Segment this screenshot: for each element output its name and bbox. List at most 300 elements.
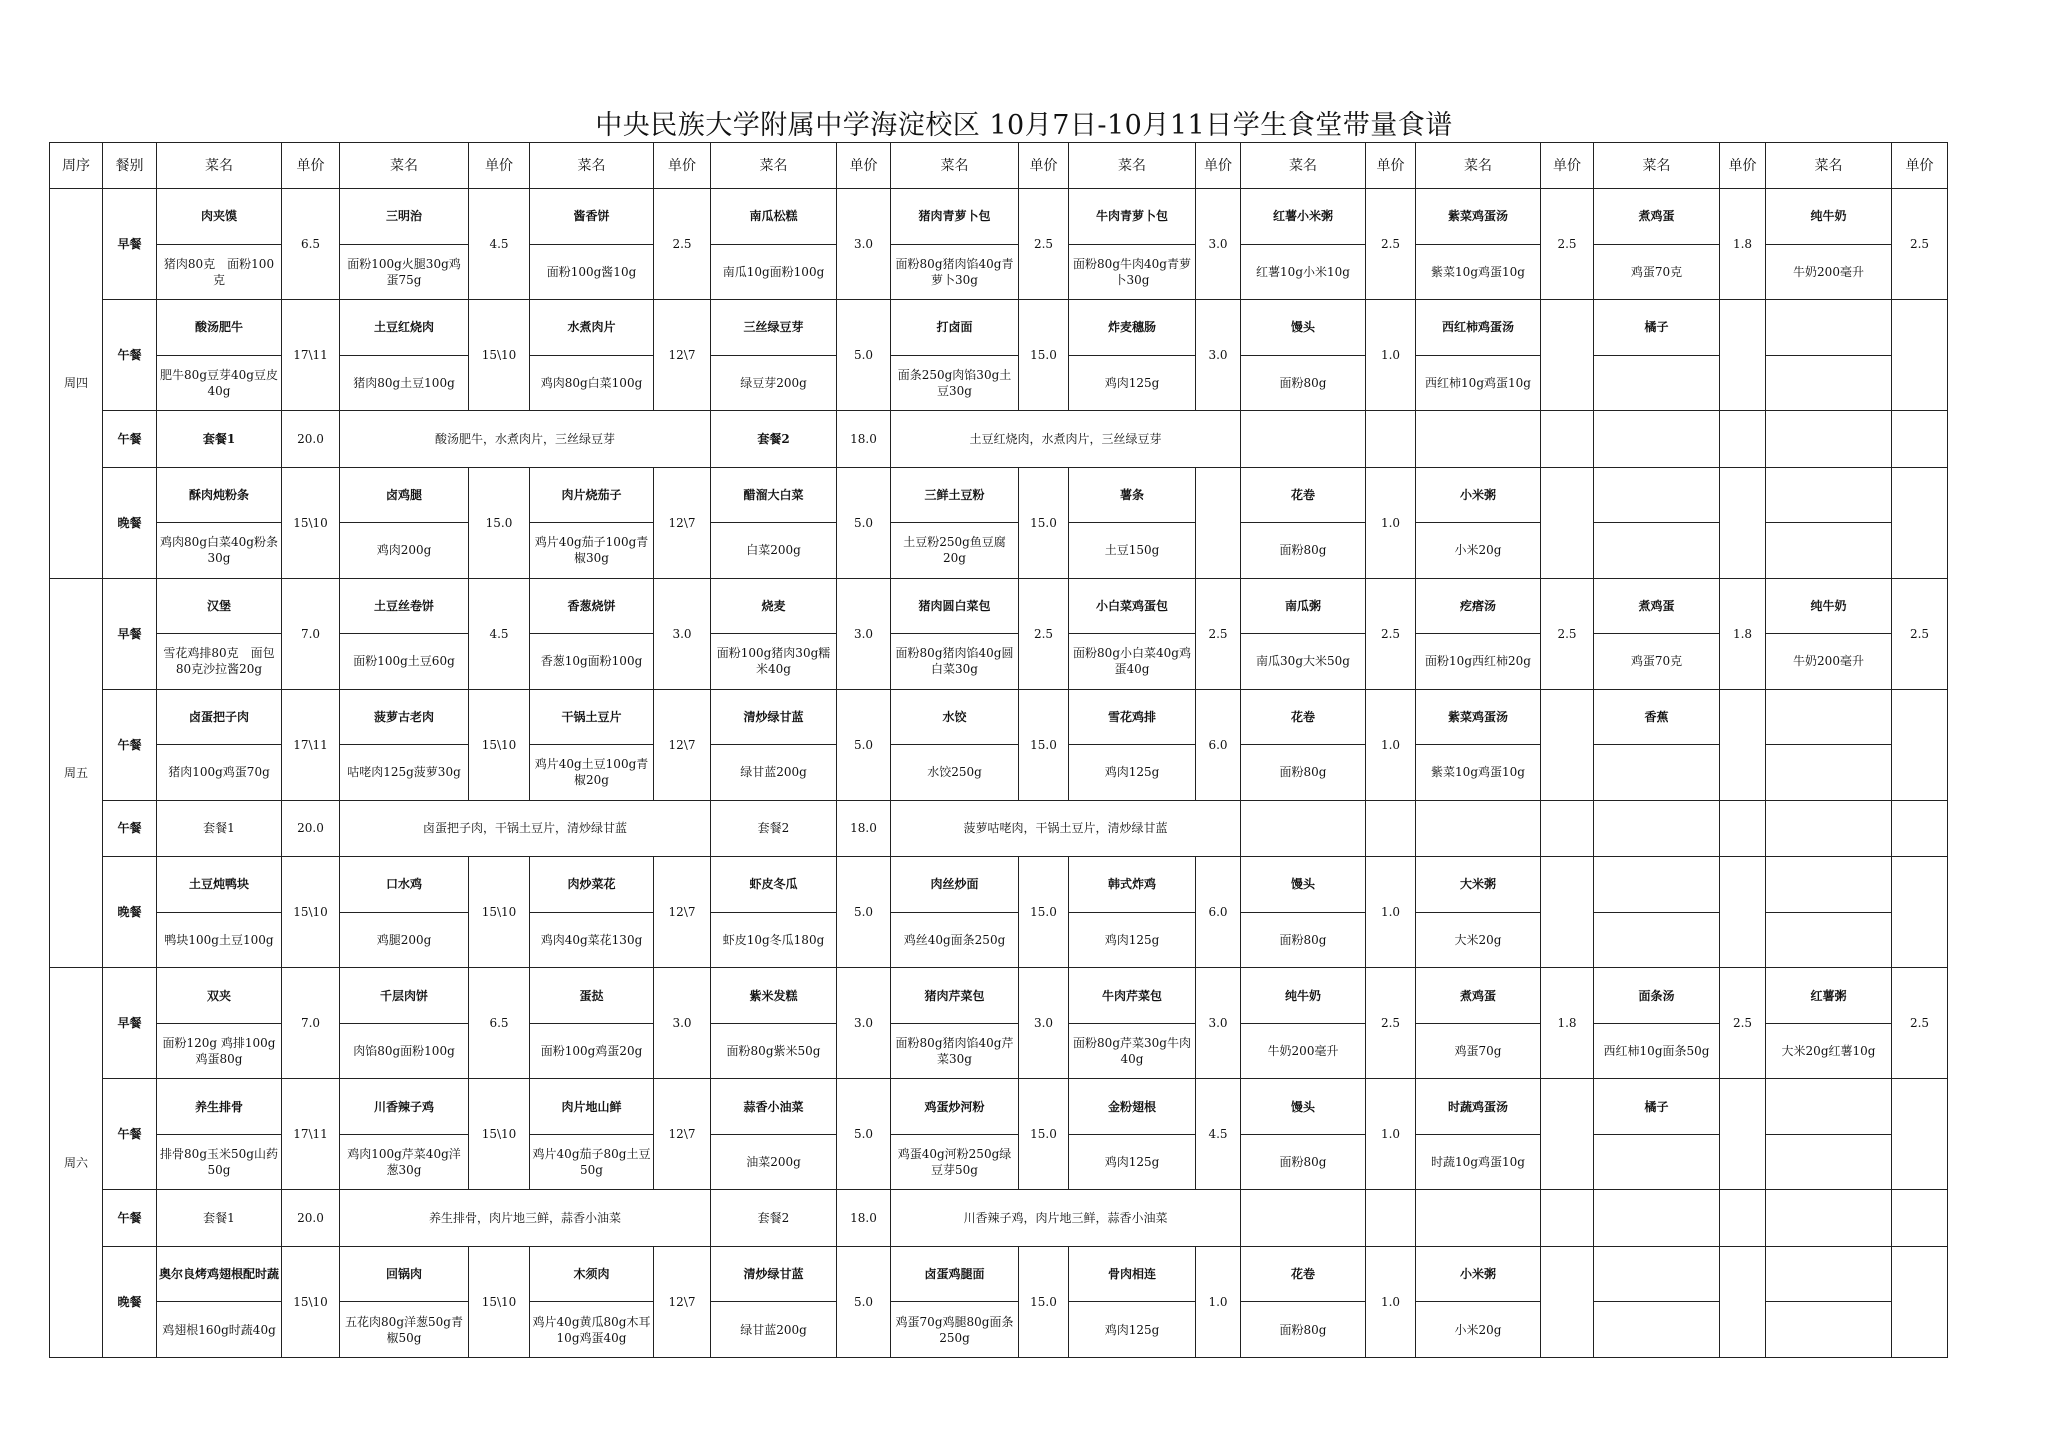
dish-name: 雪花鸡排 (1069, 689, 1196, 745)
dish-price: 17\11 (282, 300, 340, 411)
empty-cell (1416, 800, 1541, 857)
set-meal-row (50, 800, 1948, 857)
dish-ingredients: 紫菜10g鸡蛋10g (1416, 244, 1541, 300)
dish-price: 4.5 (469, 189, 530, 300)
dish-ingredients: 猪肉80克 面粉100克 (157, 244, 282, 300)
dish-ingredients: 鸡肉125g (1069, 745, 1196, 801)
document-title: 中央民族大学附属中学海淀校区 10月7日-10月11日学生食堂带量食谱 (595, 110, 1453, 141)
column-header: 单价 (282, 143, 340, 189)
dish-price: 15\10 (282, 1246, 340, 1357)
dish-ingredients (1766, 523, 1892, 579)
dish-ingredients: 牛奶200毫升 (1241, 1023, 1366, 1079)
dish-name (1594, 857, 1720, 913)
empty-cell (1541, 411, 1594, 468)
dish-ingredients (1594, 355, 1720, 411)
dish-price (1720, 467, 1766, 578)
dish-name: 红薯粥 (1766, 968, 1892, 1024)
dish-name: 肉夹馍 (157, 189, 282, 245)
set-meal-1-name: 套餐1 (157, 800, 282, 857)
dish-price (1541, 300, 1594, 411)
dish-price: 15\10 (469, 689, 530, 800)
dish-price: 15\10 (282, 467, 340, 578)
dish-name: 回锅肉 (340, 1246, 469, 1302)
dish-price: 15.0 (469, 467, 530, 578)
dish-name: 牛肉青萝卜包 (1069, 189, 1196, 245)
dish-ingredients: 面条250g肉馅30g土豆30g (891, 355, 1019, 411)
empty-cell (1766, 800, 1892, 857)
dish-name: 三鲜土豆粉 (891, 467, 1019, 523)
dish-price: 3.0 (837, 578, 891, 689)
dish-price: 5.0 (837, 300, 891, 411)
dish-name: 煮鸡蛋 (1416, 968, 1541, 1024)
dish-ingredients: 鸡肉125g (1069, 1302, 1196, 1358)
dish-ingredients: 鸡蛋40g河粉250g绿豆芽50g (891, 1134, 1019, 1190)
dish-price: 2.5 (1196, 578, 1241, 689)
dish-ingredients: 猪肉80g土豆100g (340, 355, 469, 411)
dish-name: 纯牛奶 (1241, 968, 1366, 1024)
menu-body (50, 189, 1948, 1358)
dish-ingredients (1766, 912, 1892, 968)
dish-price (1892, 467, 1948, 578)
dish-price: 2.5 (654, 189, 711, 300)
column-header: 菜名 (1241, 143, 1366, 189)
dish-name: 蒜香小油菜 (711, 1079, 837, 1135)
set-meal-1-price: 20.0 (282, 411, 340, 468)
dish-name: 纯牛奶 (1766, 578, 1892, 634)
dish-price: 6.5 (469, 968, 530, 1079)
dish-price (1892, 1079, 1948, 1190)
dish-name: 煮鸡蛋 (1594, 189, 1720, 245)
dish-price (1541, 857, 1594, 968)
dish-price: 5.0 (837, 1079, 891, 1190)
dish-ingredients: 白菜200g (711, 523, 837, 579)
empty-cell (1720, 800, 1766, 857)
dish-price: 2.5 (1892, 578, 1948, 689)
dish-ingredients (1766, 1302, 1892, 1358)
dish-ingredients: 面粉80g (1241, 355, 1366, 411)
dish-ingredients: 面粉100g火腿30g鸡蛋75g (340, 244, 469, 300)
dish-name: 酸汤肥牛 (157, 300, 282, 356)
dish-ingredients: 鸡片40g土豆100g青椒20g (530, 745, 654, 801)
dish-ingredients: 面粉80g芹菜30g牛肉40g (1069, 1023, 1196, 1079)
dish-price: 2.5 (1366, 578, 1416, 689)
dish-name (1766, 857, 1892, 913)
dish-name: 小米粥 (1416, 1246, 1541, 1302)
dish-ingredients: 面粉80g (1241, 1302, 1366, 1358)
set-meal-2-price: 18.0 (837, 800, 891, 857)
dish-name (1766, 1079, 1892, 1135)
dish-ingredients: 面粉80g猪肉馅40g青萝卜30g (891, 244, 1019, 300)
column-header: 菜名 (1594, 143, 1720, 189)
dish-price: 15.0 (1019, 857, 1069, 968)
dish-price (1196, 467, 1241, 578)
dish-price: 15.0 (1019, 689, 1069, 800)
meal-type-cell: 午餐 (103, 411, 157, 468)
dish-row (50, 578, 1948, 634)
dish-ingredients: 南瓜30g大米50g (1241, 634, 1366, 690)
dish-price: 2.5 (1720, 968, 1766, 1079)
dish-ingredients: 咕咾肉125g菠萝30g (340, 745, 469, 801)
dish-price (1720, 1246, 1766, 1357)
dish-price: 15.0 (1019, 467, 1069, 578)
weekday-cell: 周六 (50, 968, 103, 1358)
empty-cell (1594, 411, 1720, 468)
column-header: 菜名 (530, 143, 654, 189)
weekday-cell: 周五 (50, 578, 103, 968)
dish-name: 紫菜鸡蛋汤 (1416, 189, 1541, 245)
dish-row (50, 300, 1948, 356)
dish-name: 烧麦 (711, 578, 837, 634)
dish-price: 12\7 (654, 1079, 711, 1190)
set-meal-1-price: 20.0 (282, 1190, 340, 1247)
dish-name: 面条汤 (1594, 968, 1720, 1024)
dish-ingredients: 面粉80g (1241, 1134, 1366, 1190)
dish-ingredients: 鸡肉40g菜花130g (530, 912, 654, 968)
dish-price: 3.0 (837, 968, 891, 1079)
dish-price: 15\10 (469, 857, 530, 968)
dish-price: 12\7 (654, 300, 711, 411)
dish-price (1892, 300, 1948, 411)
empty-cell (1366, 800, 1416, 857)
column-header: 菜名 (1416, 143, 1541, 189)
dish-price: 2.5 (1366, 189, 1416, 300)
meal-type-cell: 午餐 (103, 1079, 157, 1190)
dish-name: 大米粥 (1416, 857, 1541, 913)
menu-table (49, 142, 1948, 1358)
set-meal-1-description: 养生排骨，肉片地三鲜，蒜香小油菜 (340, 1190, 711, 1247)
dish-name: 三明治 (340, 189, 469, 245)
empty-cell (1366, 411, 1416, 468)
dish-ingredients (1766, 1134, 1892, 1190)
dish-name: 南瓜松糕 (711, 189, 837, 245)
dish-price: 15\10 (469, 1079, 530, 1190)
dish-name: 三丝绿豆芽 (711, 300, 837, 356)
dish-name: 木须肉 (530, 1246, 654, 1302)
empty-cell (1366, 1190, 1416, 1247)
empty-cell (1241, 800, 1366, 857)
dish-ingredients: 土豆粉250g鱼豆腐20g (891, 523, 1019, 579)
dish-name: 肉片地山鲜 (530, 1079, 654, 1135)
meal-type-cell: 午餐 (103, 300, 157, 411)
dish-name: 清炒绿甘蓝 (711, 689, 837, 745)
column-header: 单价 (1196, 143, 1241, 189)
dish-ingredients: 鸡肉200g (340, 523, 469, 579)
set-meal-2-price: 18.0 (837, 1190, 891, 1247)
dish-ingredients: 牛奶200毫升 (1766, 634, 1892, 690)
dish-price: 12\7 (654, 857, 711, 968)
dish-name (1594, 1246, 1720, 1302)
dish-ingredients: 水饺250g (891, 745, 1019, 801)
dish-ingredients: 紫菜10g鸡蛋10g (1416, 745, 1541, 801)
empty-cell (1241, 411, 1366, 468)
dish-name: 小米粥 (1416, 467, 1541, 523)
dish-row (50, 968, 1948, 1024)
dish-name: 小白菜鸡蛋包 (1069, 578, 1196, 634)
dish-name: 千层肉饼 (340, 968, 469, 1024)
dish-ingredients: 面粉100g土豆60g (340, 634, 469, 690)
dish-price: 12\7 (654, 1246, 711, 1357)
column-header: 餐别 (103, 143, 157, 189)
dish-name: 肉片烧茄子 (530, 467, 654, 523)
dish-ingredients: 面粉80g (1241, 523, 1366, 579)
dish-name: 猪肉圆白菜包 (891, 578, 1019, 634)
empty-cell (1241, 1190, 1366, 1247)
dish-name: 金粉翅根 (1069, 1079, 1196, 1135)
dish-ingredients: 绿甘蓝200g (711, 745, 837, 801)
dish-name: 韩式炸鸡 (1069, 857, 1196, 913)
column-header: 菜名 (157, 143, 282, 189)
dish-ingredients: 土豆150g (1069, 523, 1196, 579)
dish-price: 2.5 (1892, 189, 1948, 300)
dish-name: 汉堡 (157, 578, 282, 634)
dish-ingredients: 鸡蛋70g (1416, 1023, 1541, 1079)
dish-ingredients: 南瓜10g面粉100g (711, 244, 837, 300)
dish-ingredients: 雪花鸡排80克 面包80克沙拉酱20g (157, 634, 282, 690)
empty-cell (1416, 1190, 1541, 1247)
dish-ingredients (1594, 1302, 1720, 1358)
empty-cell (1720, 1190, 1766, 1247)
dish-row (50, 189, 1948, 245)
dish-ingredients (1594, 745, 1720, 801)
dish-price: 2.5 (1541, 578, 1594, 689)
dish-name (1766, 1246, 1892, 1302)
dish-name: 打卤面 (891, 300, 1019, 356)
dish-name: 猪肉青萝卜包 (891, 189, 1019, 245)
set-meal-2-name: 套餐2 (711, 1190, 837, 1247)
dish-name: 奥尔良烤鸡翅根配时蔬 (157, 1246, 282, 1302)
dish-name: 薯条 (1069, 467, 1196, 523)
dish-price: 1.0 (1366, 1079, 1416, 1190)
dish-ingredients: 红薯10g小米10g (1241, 244, 1366, 300)
dish-name: 菠萝古老肉 (340, 689, 469, 745)
meal-type-cell: 早餐 (103, 189, 157, 300)
dish-name: 紫米发糕 (711, 968, 837, 1024)
dish-ingredients: 鸡肉80g白菜100g (530, 355, 654, 411)
dish-ingredients: 牛奶200毫升 (1766, 244, 1892, 300)
dish-ingredients: 鸡肉125g (1069, 912, 1196, 968)
dish-name: 西红柿鸡蛋汤 (1416, 300, 1541, 356)
dish-ingredients: 鸡肉80g白菜40g粉条30g (157, 523, 282, 579)
dish-name: 香葱烧饼 (530, 578, 654, 634)
dish-price: 6.0 (1196, 857, 1241, 968)
dish-ingredients: 鸭块100g土豆100g (157, 912, 282, 968)
dish-price: 1.0 (1366, 1246, 1416, 1357)
dish-ingredients: 面粉80g紫米50g (711, 1023, 837, 1079)
meal-type-cell: 午餐 (103, 1190, 157, 1247)
column-header: 单价 (837, 143, 891, 189)
dish-name: 川香辣子鸡 (340, 1079, 469, 1135)
dish-price: 1.8 (1541, 968, 1594, 1079)
dish-ingredients (1594, 912, 1720, 968)
dish-price: 1.0 (1366, 467, 1416, 578)
dish-price: 17\11 (282, 689, 340, 800)
dish-price (1892, 1246, 1948, 1357)
dish-price: 1.0 (1366, 300, 1416, 411)
dish-price (1720, 689, 1766, 800)
dish-name: 酥肉炖粉条 (157, 467, 282, 523)
dish-name: 蛋挞 (530, 968, 654, 1024)
dish-price: 7.0 (282, 968, 340, 1079)
dish-price (1720, 857, 1766, 968)
dish-name: 馒头 (1241, 857, 1366, 913)
dish-ingredients: 鸡蛋70克 (1594, 244, 1720, 300)
dish-name: 酱香饼 (530, 189, 654, 245)
dish-price: 5.0 (837, 689, 891, 800)
dish-ingredients (1594, 523, 1720, 579)
empty-cell (1766, 411, 1892, 468)
column-header: 单价 (1366, 143, 1416, 189)
dish-price: 15.0 (1019, 300, 1069, 411)
dish-name: 土豆炖鸭块 (157, 857, 282, 913)
dish-price: 1.8 (1720, 578, 1766, 689)
dish-ingredients: 小米20g (1416, 523, 1541, 579)
dish-ingredients: 鸡片40g黄瓜80g木耳10g鸡蛋40g (530, 1302, 654, 1358)
dish-ingredients: 虾皮10g冬瓜180g (711, 912, 837, 968)
column-header: 单价 (1019, 143, 1069, 189)
dish-price: 3.0 (1196, 968, 1241, 1079)
column-header: 菜名 (711, 143, 837, 189)
dish-name: 虾皮冬瓜 (711, 857, 837, 913)
dish-price: 5.0 (837, 1246, 891, 1357)
dish-ingredients: 面粉100g猪肉30g糯米40g (711, 634, 837, 690)
set-meal-1-price: 20.0 (282, 800, 340, 857)
set-meal-2-price: 18.0 (837, 411, 891, 468)
dish-row (50, 1079, 1948, 1135)
dish-name: 花卷 (1241, 467, 1366, 523)
column-header: 周序 (50, 143, 103, 189)
meal-type-cell: 早餐 (103, 578, 157, 689)
dish-ingredients: 面粉80g猪肉馅40g圆白菜30g (891, 634, 1019, 690)
dish-ingredients: 五花肉80g洋葱50g青椒50g (340, 1302, 469, 1358)
dish-name: 醋溜大白菜 (711, 467, 837, 523)
dish-price: 2.5 (1366, 968, 1416, 1079)
dish-ingredients: 鸡片40g茄子80g土豆50g (530, 1134, 654, 1190)
dish-ingredients: 面粉120g 鸡排100g鸡蛋80g (157, 1023, 282, 1079)
meal-type-cell: 午餐 (103, 689, 157, 800)
dish-name: 红薯小米粥 (1241, 189, 1366, 245)
dish-name: 清炒绿甘蓝 (711, 1246, 837, 1302)
dish-price: 3.0 (1019, 968, 1069, 1079)
dish-ingredients: 面粉100g酱10g (530, 244, 654, 300)
dish-price: 3.0 (654, 968, 711, 1079)
set-meal-row (50, 1190, 1948, 1247)
dish-price: 1.0 (1196, 1246, 1241, 1357)
dish-price: 1.0 (1366, 689, 1416, 800)
dish-price: 1.8 (1720, 189, 1766, 300)
empty-cell (1541, 1190, 1594, 1247)
dish-name: 鸡蛋炒河粉 (891, 1079, 1019, 1135)
dish-ingredients: 面粉80g猪肉馅40g芹菜30g (891, 1023, 1019, 1079)
dish-name: 养生排骨 (157, 1079, 282, 1135)
dish-price: 1.0 (1366, 857, 1416, 968)
dish-price (1720, 1079, 1766, 1190)
dish-price: 4.5 (469, 578, 530, 689)
dish-name: 卤鸡腿 (340, 467, 469, 523)
dish-name: 猪肉芹菜包 (891, 968, 1019, 1024)
dish-price: 4.5 (1196, 1079, 1241, 1190)
dish-name: 紫菜鸡蛋汤 (1416, 689, 1541, 745)
dish-name: 肉炒菜花 (530, 857, 654, 913)
meal-type-cell: 晚餐 (103, 857, 157, 968)
dish-price (1892, 857, 1948, 968)
dish-ingredients: 面粉80g小白菜40g鸡蛋40g (1069, 634, 1196, 690)
dish-ingredients: 油菜200g (711, 1134, 837, 1190)
dish-name: 土豆红烧肉 (340, 300, 469, 356)
dish-price: 15\10 (469, 1246, 530, 1357)
set-meal-2-name: 套餐2 (711, 411, 837, 468)
dish-name: 花卷 (1241, 689, 1366, 745)
empty-cell (1892, 411, 1948, 468)
dish-name (1766, 467, 1892, 523)
dish-price: 7.0 (282, 578, 340, 689)
meal-type-cell: 早餐 (103, 968, 157, 1079)
column-header: 菜名 (891, 143, 1019, 189)
dish-name: 卤蛋鸡腿面 (891, 1246, 1019, 1302)
dish-name: 疙瘩汤 (1416, 578, 1541, 634)
dish-price: 2.5 (1541, 189, 1594, 300)
dish-ingredients: 鸡腿200g (340, 912, 469, 968)
dish-price: 2.5 (1892, 968, 1948, 1079)
dish-price (1541, 467, 1594, 578)
dish-price: 2.5 (1019, 578, 1069, 689)
dish-ingredients: 鸡蛋70克 (1594, 634, 1720, 690)
dish-price: 6.5 (282, 189, 340, 300)
dish-price: 3.0 (837, 189, 891, 300)
set-meal-2-description: 菠萝咕咾肉，干锅土豆片，清炒绿甘蓝 (891, 800, 1241, 857)
column-header: 单价 (1720, 143, 1766, 189)
dish-ingredients: 鸡蛋70g鸡腿80g面条250g (891, 1302, 1019, 1358)
dish-name: 花卷 (1241, 1246, 1366, 1302)
dish-ingredients: 面粉80g (1241, 745, 1366, 801)
dish-ingredients: 鸡肉100g芹菜40g洋葱30g (340, 1134, 469, 1190)
dish-name: 煮鸡蛋 (1594, 578, 1720, 634)
dish-name: 口水鸡 (340, 857, 469, 913)
dish-price: 15.0 (1019, 1079, 1069, 1190)
meal-type-cell: 晚餐 (103, 467, 157, 578)
dish-ingredients: 大米20g (1416, 912, 1541, 968)
empty-cell (1892, 800, 1948, 857)
dish-ingredients: 面粉100g鸡蛋20g (530, 1023, 654, 1079)
dish-name: 纯牛奶 (1766, 189, 1892, 245)
dish-price: 12\7 (654, 689, 711, 800)
column-header: 菜名 (1766, 143, 1892, 189)
dish-ingredients: 绿豆芽200g (711, 355, 837, 411)
column-header: 单价 (469, 143, 530, 189)
empty-cell (1416, 411, 1541, 468)
column-header: 菜名 (340, 143, 469, 189)
dish-price: 5.0 (837, 857, 891, 968)
empty-cell (1766, 1190, 1892, 1247)
meal-type-cell: 午餐 (103, 800, 157, 857)
dish-name: 肉丝炒面 (891, 857, 1019, 913)
dish-row (50, 857, 1948, 913)
dish-ingredients: 鸡肉125g (1069, 355, 1196, 411)
dish-name (1766, 689, 1892, 745)
dish-ingredients (1766, 355, 1892, 411)
dish-name: 时蔬鸡蛋汤 (1416, 1079, 1541, 1135)
dish-name: 土豆丝卷饼 (340, 578, 469, 634)
dish-name: 双夹 (157, 968, 282, 1024)
dish-name: 水饺 (891, 689, 1019, 745)
set-meal-2-description: 土豆红烧肉，水煮肉片，三丝绿豆芽 (891, 411, 1241, 468)
dish-name: 香蕉 (1594, 689, 1720, 745)
dish-ingredients: 肉馅80g面粉100g (340, 1023, 469, 1079)
dish-name: 橘子 (1594, 1079, 1720, 1135)
empty-cell (1720, 411, 1766, 468)
dish-name: 南瓜粥 (1241, 578, 1366, 634)
meal-type-cell: 晚餐 (103, 1246, 157, 1357)
dish-name: 炸麦穗肠 (1069, 300, 1196, 356)
